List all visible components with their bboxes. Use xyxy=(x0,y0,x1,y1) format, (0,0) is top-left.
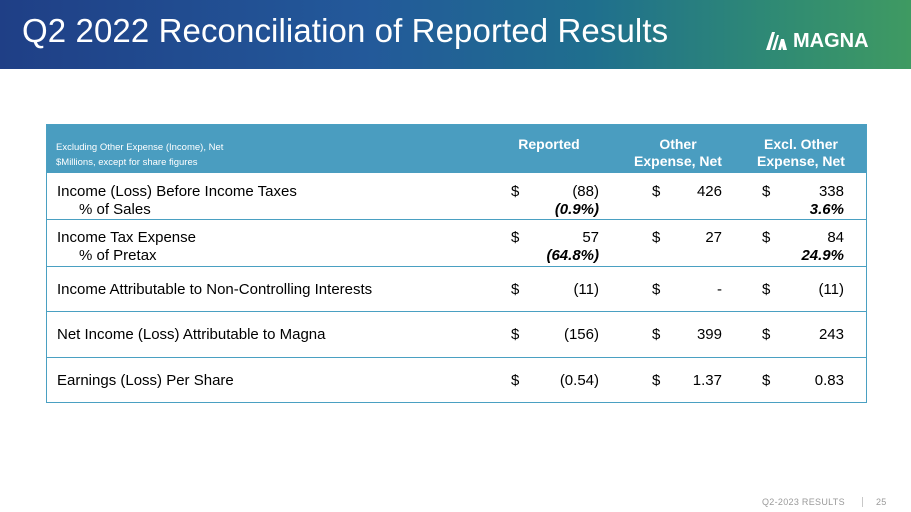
col-header-other-line2: Expense, Net xyxy=(634,153,722,169)
currency-sign: $ xyxy=(652,326,661,343)
magna-logo xyxy=(766,30,869,52)
value-reported: (0.54) xyxy=(559,372,599,389)
col-header-other-expense xyxy=(619,136,737,170)
value-excl: 243 xyxy=(818,326,844,343)
value-other: 399 xyxy=(696,326,722,343)
table-row xyxy=(47,358,866,402)
currency-sign: $ xyxy=(511,326,520,343)
currency-sign: $ xyxy=(652,183,661,200)
slide-title: Q2 2022 Reconciliation of Reported Results xyxy=(22,12,669,49)
row-label: Income Attributable to Non-Controlling Interests xyxy=(57,281,373,298)
col-header-reported-line2: Reported xyxy=(518,136,580,152)
value-excl: 84 xyxy=(827,229,844,246)
currency-sign: $ xyxy=(762,326,771,343)
footer-label: Q2-2023 RESULTS xyxy=(762,497,845,507)
footer-divider xyxy=(862,497,863,507)
col-header-excl-line2: Expense, Net xyxy=(757,153,845,169)
table-row xyxy=(47,267,866,311)
value-excl: (11) xyxy=(818,281,844,298)
col-header-other-line1: Other xyxy=(659,136,697,152)
currency-sign: $ xyxy=(762,183,771,200)
row-label: Earnings (Loss) Per Share xyxy=(57,372,234,389)
value-reported: (88) xyxy=(572,183,599,200)
pct-reported: (64.8%) xyxy=(546,247,599,264)
value-other: 1.37 xyxy=(692,372,722,389)
value-other: 426 xyxy=(696,183,722,200)
value-other: 27 xyxy=(705,229,722,246)
currency-sign: $ xyxy=(652,281,661,298)
value-reported: (11) xyxy=(573,281,599,298)
value-excl: 0.83 xyxy=(814,372,844,389)
table-row xyxy=(47,220,866,266)
header-note-2: $Millions, except for share figures xyxy=(56,157,198,168)
currency-sign: $ xyxy=(652,372,661,389)
currency-sign: $ xyxy=(762,229,771,246)
row-sublabel: % of Sales xyxy=(79,201,151,218)
currency-sign: $ xyxy=(762,281,771,298)
currency-sign: $ xyxy=(511,229,520,246)
row-label: Income Tax Expense xyxy=(57,229,196,246)
value-reported: 57 xyxy=(582,229,599,246)
col-header-excl-line1: Excl. Other xyxy=(764,136,838,152)
table-header xyxy=(47,125,866,173)
pct-excl: 24.9% xyxy=(801,247,844,264)
col-header-excl-other xyxy=(743,136,859,170)
reconciliation-table xyxy=(46,124,867,403)
currency-sign: $ xyxy=(511,372,520,389)
currency-sign: $ xyxy=(511,183,520,200)
col-header-reported xyxy=(499,136,599,153)
page-number: 25 xyxy=(876,497,887,507)
currency-sign: $ xyxy=(652,229,661,246)
value-reported: (156) xyxy=(563,326,599,343)
currency-sign: $ xyxy=(762,372,771,389)
table-row xyxy=(47,312,866,357)
row-label: Net Income (Loss) Attributable to Magna xyxy=(57,326,326,343)
magna-logo-icon xyxy=(766,32,788,50)
value-excl: 338 xyxy=(818,183,844,200)
magna-logo-text: MAGNA xyxy=(793,30,869,52)
header-note-1: Excluding Other Expense (Income), Net xyxy=(56,142,224,153)
pct-reported: (0.9%) xyxy=(554,201,599,218)
slide-header xyxy=(0,0,911,69)
pct-excl: 3.6% xyxy=(809,201,844,218)
table-row xyxy=(47,173,866,219)
currency-sign: $ xyxy=(511,281,520,298)
row-label: Income (Loss) Before Income Taxes xyxy=(57,183,297,200)
value-other: - xyxy=(717,281,722,298)
row-sublabel: % of Pretax xyxy=(79,247,157,264)
